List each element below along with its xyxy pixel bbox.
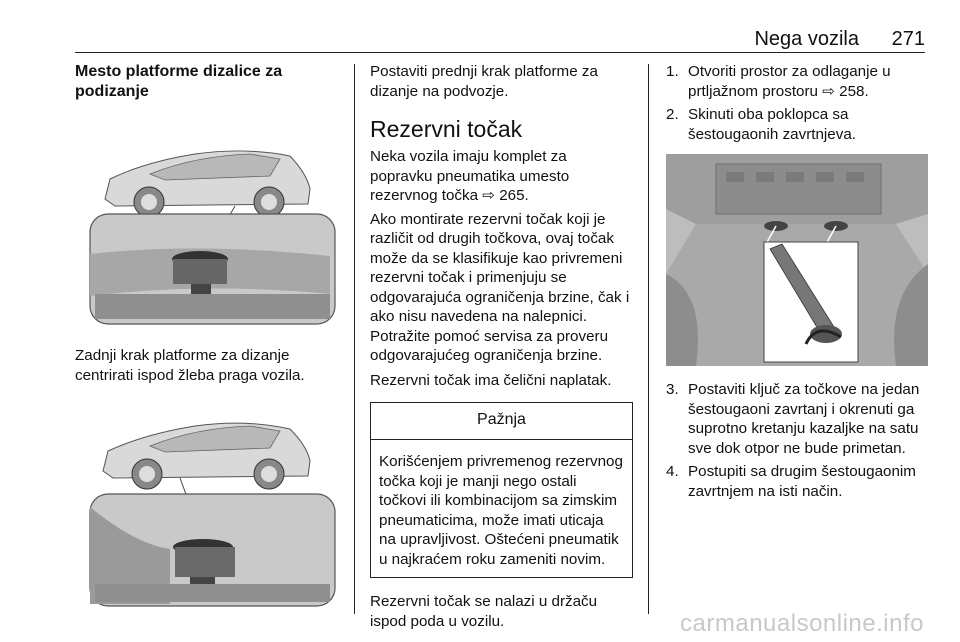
repair-kit-note: Neka vozila imaju komplet za popravku pneumatika umesto rezervnog točka ⇨ 265.: [370, 148, 570, 204]
step-item: [666, 62, 928, 101]
step-number: 2.: [666, 106, 679, 123]
step-text: Otvoriti prostor za odlaganje u prtljažnom prostoru ⇨ 258.: [688, 63, 891, 100]
column-divider: [648, 64, 649, 614]
rear-lift-illustration: [75, 399, 340, 611]
column-3: [666, 62, 928, 501]
watermark-text: carmanualsonline.info: [680, 610, 924, 637]
step-item: [666, 462, 928, 501]
front-lift-illustration: [75, 114, 340, 329]
spare-location-note: Rezervni točak se nalazi u držaču ispod poda u vozilu.: [370, 593, 598, 630]
steel-rim-note: Rezervni točak ima čelični naplatak.: [370, 371, 612, 389]
step-number: 3.: [666, 381, 679, 398]
spare-wheel-bolt-illustration: [666, 154, 928, 366]
steps-list-bottom: [666, 380, 928, 501]
step-text: Postaviti ključ za točkove na jedan šestougaoni zavrtanj i okrenuti ga suprotno kretanju kazaljke na satu sve dok otpor ne bude primetan.: [688, 381, 920, 457]
step-text: Postupiti sa drugim šestougaonim zavrtnjem na isti način.: [688, 463, 916, 500]
spare-wheel-heading: Rezervni točak: [370, 116, 523, 142]
step-item: [666, 380, 928, 458]
page-number: 271: [891, 28, 925, 50]
column-divider: [354, 64, 355, 614]
step-number: 4.: [666, 463, 679, 480]
temporary-spare-paragraph: Ako montirate rezervni točak koji je različit od drugih točkova, ovaj točak može da se klasifikuje kao privremeni rezervni točak i primenjuju se odgovarajuća ograničenja brzine, čak i ako nisu navedena na nalepnici. Potražite pomoć servisa za proveru odgovarajućeg ograničenja brzine.: [370, 210, 630, 364]
lift-points-heading: Mesto platforme dizalice za podizanje: [75, 63, 283, 100]
caution-title: Pažnja: [371, 403, 632, 440]
front-arm-instruction: Postaviti prednji krak platforme za dizanje na podvozje.: [370, 63, 598, 100]
step-number: 1.: [666, 63, 679, 80]
rear-lift-caption: Zadnji krak platforme za dizanje centrirati ispod žleba praga vozila.: [75, 347, 305, 384]
step-text: Skinuti oba poklopca sa šestougaonih zavrtnjeva.: [688, 106, 857, 143]
step-item: [666, 105, 928, 144]
column-1: [75, 62, 340, 611]
page-header: [75, 26, 925, 53]
caution-box: [370, 402, 633, 578]
caution-text: Korišćenjem privremenog rezervnog točka koji je manji nego ostali točkovi ili kombinacijom sa zimskim pneumaticima, može imati uticaja na upravljivost. Oštećeni pneumatik u najkraćem roku zameniti novim.: [379, 453, 623, 568]
steps-list-top: [666, 62, 928, 144]
column-2: [370, 62, 633, 631]
section-title: Nega vozila: [754, 28, 859, 50]
